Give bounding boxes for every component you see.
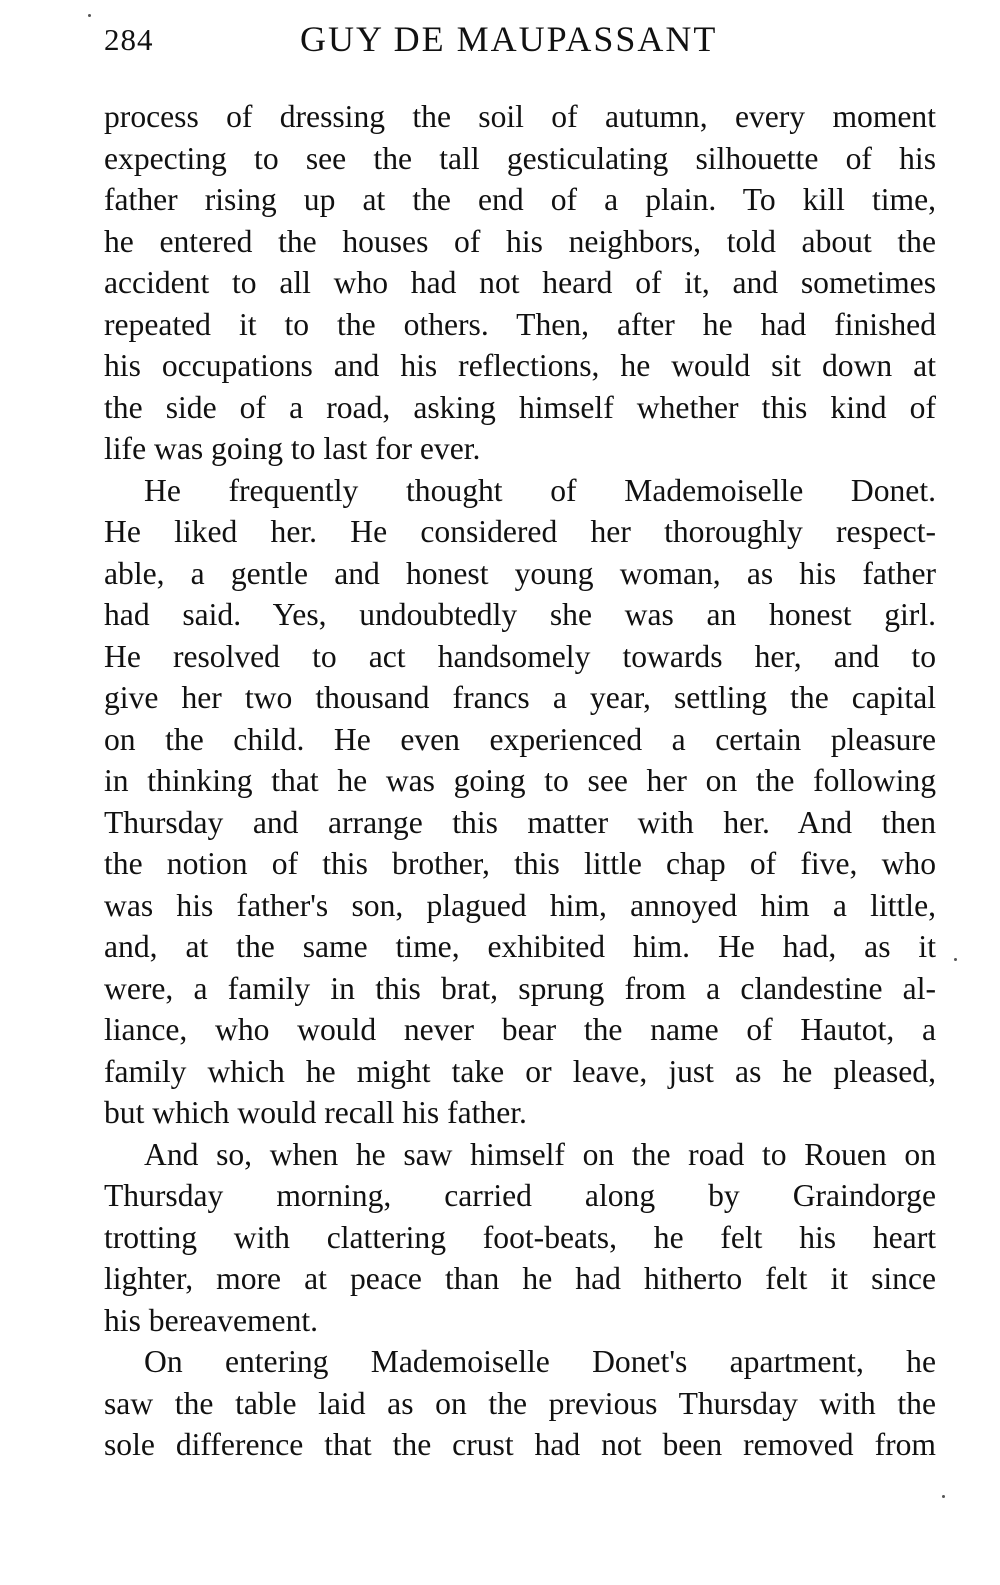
text-line: was his father's son, plagued him, annoyed him a little, <box>104 887 936 923</box>
text-line: saw the table laid as on the previous Thursday with the <box>104 1385 936 1421</box>
page-header <box>104 18 936 68</box>
text-line: life was going to last for ever. <box>104 431 481 466</box>
text-line: And so, when he saw himself on the road to Rouen on <box>144 1136 936 1172</box>
text-line: his occupations and his reflections, he would sit down at <box>104 348 936 383</box>
text-line: and, at the same time, exhibited him. He had, as it <box>104 929 936 964</box>
text-line: give her two thousand francs a year, settling the capital <box>104 680 936 715</box>
text-line: liance, who would never bear the name of Hautot, a <box>104 1012 936 1047</box>
text-line: process of dressing the soil of autumn, every moment <box>104 99 936 134</box>
print-speck <box>88 14 91 17</box>
print-speck <box>942 1495 945 1498</box>
text-line: repeated it to the others. Then, after he had finished <box>104 306 936 342</box>
paragraph-3 <box>104 1134 936 1342</box>
text-line: lighter, more at peace than he had hitherto felt it since <box>104 1261 936 1296</box>
text-line: but which would recall his father. <box>104 1095 527 1130</box>
text-line: Thursday and arrange this matter with her. And then <box>104 804 936 840</box>
text-line: expecting to see the tall gesticulating silhouette of his <box>104 140 936 176</box>
text-line: were, a family in this brat, sprung from a clandestine al- <box>104 970 936 1006</box>
text-line: on the child. He even experienced a certain pleasure <box>104 721 936 757</box>
text-line: had said. Yes, undoubtedly she was an honest girl. <box>104 597 936 632</box>
text-line: father rising up at the end of a plain. To kill time, <box>104 182 936 217</box>
text-line: in thinking that he was going to see her on the following <box>104 763 936 798</box>
text-line: On entering Mademoiselle Donet's apartment, he <box>144 1344 936 1379</box>
text-line: He liked her. He considered her thoroughly respect- <box>104 514 936 549</box>
text-line: able, a gentle and honest young woman, as his father <box>104 555 936 591</box>
text-line: the notion of this brother, this little chap of five, who <box>104 846 936 881</box>
text-line: he entered the houses of his neighbors, told about the <box>104 223 936 259</box>
text-line: sole difference that the crust had not been removed from <box>104 1427 936 1462</box>
text-line: accident to all who had not heard of it, and sometimes <box>104 265 936 300</box>
body-text <box>104 96 936 1466</box>
paragraph-4 <box>104 1341 936 1466</box>
text-line: He resolved to act handsomely towards her, and to <box>104 638 936 674</box>
text-line: his bereavement. <box>104 1302 319 1338</box>
paragraph-1 <box>104 96 936 470</box>
print-speck <box>954 958 957 961</box>
text-line: Thursday morning, carried along by Graindorge <box>104 1178 936 1213</box>
text-line: He frequently thought of Mademoiselle Donet. <box>144 472 936 508</box>
text-line: the side of a road, asking himself whether this kind of <box>104 389 936 425</box>
text-line: trotting with clattering foot-beats, he felt his heart <box>104 1219 936 1255</box>
paragraph-2 <box>104 470 936 1134</box>
text-line: family which he might take or leave, just as he pleased, <box>104 1053 936 1089</box>
page-number: 284 <box>104 22 154 57</box>
running-head: GUY DE MAUPASSANT <box>300 19 718 59</box>
